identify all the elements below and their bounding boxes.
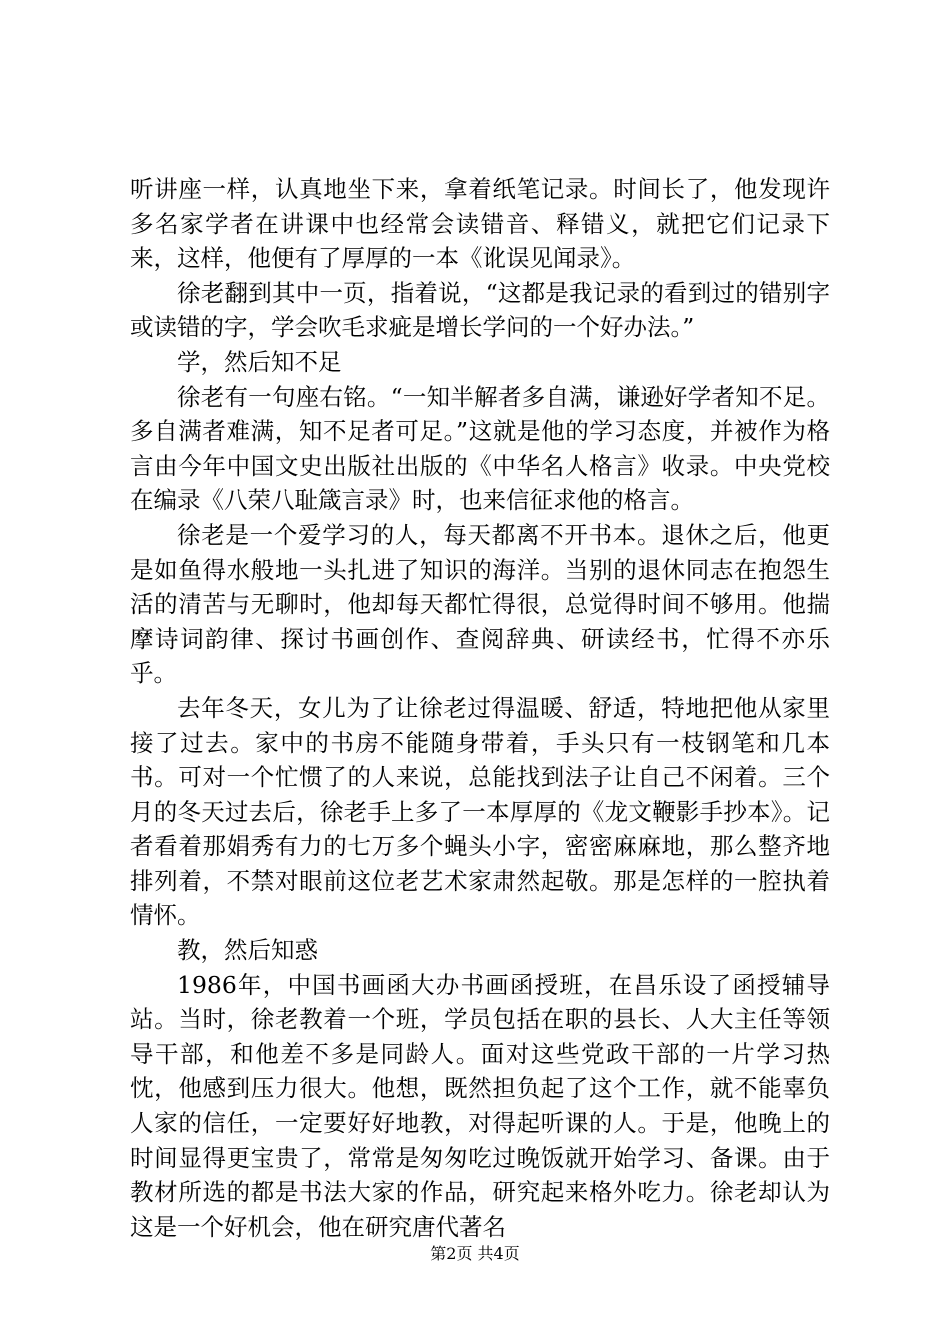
paragraph: 去年冬天，女儿为了让徐老过得温暖、舒适，特地把他从家里接了过去。家中的书房不能随身带着，手头只有一枝钢笔和几本书。可对一个忙惯了的人来说，总能找到法子让自己不闲着。三个月的冬天过去后，徐老手上多了一本厚厚的《龙文鞭影手抄本》。记者看着那娟秀有力的七万多个蝇头小字，密密麻麻地，那么整齐地排列着，不禁对眼前这位老艺术家肃然起敬。那是怎样的一腔执着情怀。 [130, 693, 830, 930]
section-heading: 教，然后知惑 [177, 936, 318, 965]
article-body [130, 172, 830, 1244]
paragraph: 徐老有一句座右铭。“一知半解者多自满，谦逊好学者知不足。多自满者难满，知不足者可足。”这就是他的学习态度，并被作为格言由今年中国文史出版社出版的《中华名人格言》收录。中央党校在编录《八荣八耻箴言录》时，也来信征求他的格言。 [130, 382, 830, 515]
paragraph: 1986年，中国书画函大办书画函授班，在昌乐设了函授辅导站。当时，徐老教着一个班，学员包括在职的县长、人大主任等领导干部，和他差不多是同龄人。面对这些党政干部的一片学习热忱，他感到压力很大。他想，既然担负起了这个工作，就不能辜负人家的信任，一定要好好地教，对得起听课的人。于是，他晚上的时间显得更宝贵了，常常是匆匆吃过晚饭就开始学习、备课。由于教材所选的都是书法大家的作品，研究起来格外吃力。徐老却认为这是一个好机会，他在研究唐代著名 [130, 970, 830, 1241]
page-number: 第2页 共4页 [430, 1244, 520, 1263]
paragraph: 徐老是一个爱学习的人，每天都离不开书本。退休之后，他更是如鱼得水般地一头扎进了知识的海洋。当别的退休同志在抱怨生活的清苦与无聊时，他却每天都忙得很，总觉得时间不够用。他揣摩诗词韵律、探讨书画创作、查阅辞典、研读经书，忙得不亦乐乎。 [130, 520, 830, 688]
page-footer [0, 1244, 950, 1264]
paragraph: 听讲座一样，认真地坐下来，拿着纸笔记录。时间长了，他发现许多名家学者在讲课中也经常会读错音、释错义，就把它们记录下来，这样，他便有了厚厚的一本《讹误见闻录》。 [130, 175, 830, 273]
paragraph: 徐老翻到其中一页，指着说，“这都是我记录的看到过的错别字或读错的字，学会吹毛求疵是增长学问的一个好办法。” [130, 278, 830, 342]
section-heading: 学，然后知不足 [177, 347, 342, 376]
